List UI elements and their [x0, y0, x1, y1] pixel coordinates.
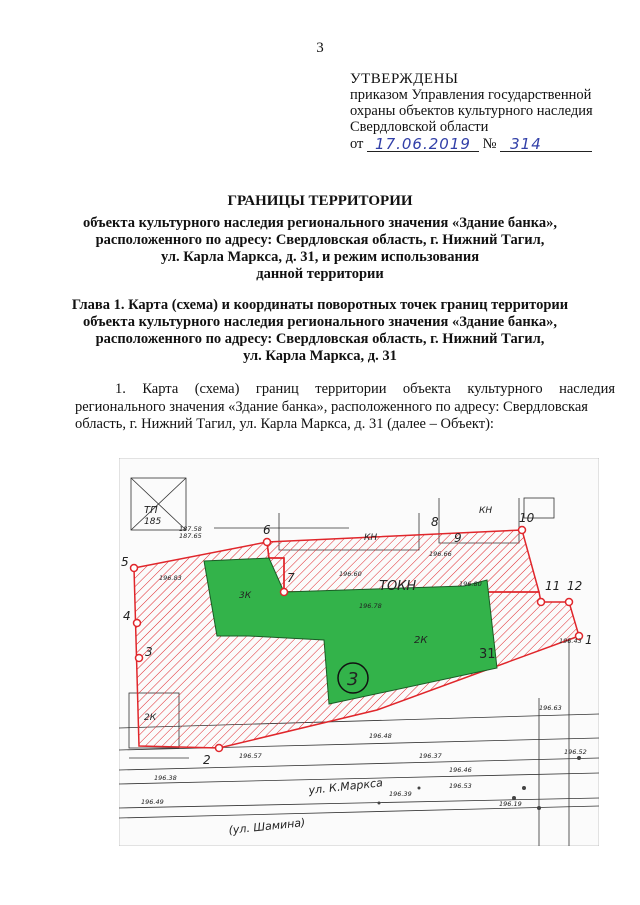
svg-text:196.80: 196.80 [459, 580, 482, 588]
turning-point-6 [264, 539, 271, 546]
chapter-heading-line: расположенного по адресу: Свердловская область, г. Нижний Тагил, [95, 331, 545, 347]
approval-date-row [350, 135, 620, 152]
svg-text:196.38: 196.38 [154, 774, 177, 782]
point-label-1: 1 [585, 633, 593, 647]
document-title: ГРАНИЦЫ ТЕРРИТОРИИ [227, 193, 413, 209]
point-label-4: 4 [123, 609, 131, 623]
turning-point-7 [281, 589, 288, 596]
paragraph-line: 1. Карта (схема) границ территории объекта культурного наследия [115, 381, 615, 397]
point-label-7: 7 [287, 571, 295, 585]
svg-text:196.49: 196.49 [141, 798, 164, 806]
date-prefix: от [350, 136, 364, 152]
svg-text:196.46: 196.46 [449, 766, 472, 774]
building-number-label: 31 [479, 647, 496, 662]
subtitle-line: расположенного по адресу: Свердловская область, г. Нижний Тагил, [95, 232, 545, 248]
object-marker-label: 3 [347, 669, 359, 690]
tp-number-label: 185 [144, 517, 162, 527]
point-label-8: 8 [431, 515, 439, 529]
chapter-heading [40, 297, 600, 365]
building-2k-label: 2К [414, 635, 428, 646]
svg-text:196.39: 196.39 [389, 790, 412, 798]
turning-point-12 [566, 599, 573, 606]
kn-label-2: КН [479, 506, 493, 516]
chapter-heading-line: объекта культурного наследия регионального значения «Здание банка», [83, 314, 557, 330]
svg-text:196.52: 196.52 [564, 748, 587, 756]
document-subtitle [40, 215, 600, 283]
turning-point-3 [136, 655, 143, 662]
point-label-5: 5 [121, 555, 129, 569]
boundary-map [119, 458, 599, 846]
point-label-6: 6 [263, 523, 271, 537]
point-label-12: 12 [567, 579, 583, 593]
svg-text:196.48: 196.48 [369, 732, 392, 740]
svg-text:187.65: 187.65 [179, 532, 202, 540]
turning-point-2 [216, 745, 223, 752]
chapter-heading-line: Глава 1. Карта (схема) и координаты поворотных точек границ территории [71, 297, 569, 313]
point-label-3: 3 [145, 645, 153, 659]
point-label-9: 9 [454, 531, 462, 545]
svg-text:187.58: 187.58 [179, 525, 202, 533]
svg-text:196.63: 196.63 [539, 704, 562, 712]
paragraph-1 [75, 381, 615, 434]
turning-point-11 [538, 599, 545, 606]
svg-text:196.78: 196.78 [359, 602, 382, 610]
chapter-heading-line: ул. Карла Маркса, д. 31 [243, 348, 397, 364]
subtitle-line: данной территории [256, 266, 384, 282]
turning-point-4 [134, 620, 141, 627]
subtitle-line: ул. Карла Маркса, д. 31, и режим использования [160, 249, 480, 265]
number-field [500, 135, 592, 152]
approval-line-1: приказом Управления государственной [350, 87, 592, 103]
svg-text:196.57: 196.57 [239, 752, 262, 760]
tp-label: ТП [144, 505, 158, 516]
point-label-10: 10 [519, 511, 535, 525]
approval-line-2: охраны объектов культурного наследия [350, 103, 593, 119]
number-handwritten: 314 [510, 135, 542, 153]
turning-point-5 [131, 565, 138, 572]
building-2k-left-label: 2К [144, 713, 157, 723]
subtitle-line: объекта культурного наследия регионального значения «Здание банка», [83, 215, 557, 231]
number-prefix: № [482, 136, 497, 152]
kn-label: КН [364, 533, 378, 543]
page-number: 3 [316, 40, 324, 56]
svg-text:196.37: 196.37 [419, 752, 442, 760]
date-handwritten: 17.06.2019 [375, 135, 471, 153]
street-label: ул. К.Маркса [307, 776, 384, 797]
approval-title: УТВЕРЖДЕНЫ [350, 71, 459, 87]
svg-text:196.66: 196.66 [429, 550, 452, 558]
paragraph-line: регионального значения «Здание банка», расположенного по адресу: Свердловская [75, 398, 588, 415]
point-label-11: 11 [545, 579, 561, 593]
street-label-old: (ул. Шамина) [227, 816, 306, 837]
svg-text:196.53: 196.53 [449, 782, 472, 790]
point-label-2: 2 [203, 753, 211, 767]
approval-line-3: Свердловской области [350, 119, 489, 135]
date-field [367, 135, 479, 152]
svg-text:196.19: 196.19 [499, 800, 522, 808]
svg-text:196.43: 196.43 [559, 637, 582, 645]
svg-text:196.83: 196.83 [159, 574, 182, 582]
building-3k-label: 3К [239, 591, 252, 601]
svg-text:196.60: 196.60 [339, 570, 362, 578]
turning-point-10 [519, 527, 526, 534]
approval-block [350, 71, 620, 152]
tokn-label: ТОКН [379, 579, 417, 594]
paragraph-line: область, г. Нижний Тагил, ул. Карла Маркса, д. 31 (далее – Объект): [75, 416, 494, 432]
